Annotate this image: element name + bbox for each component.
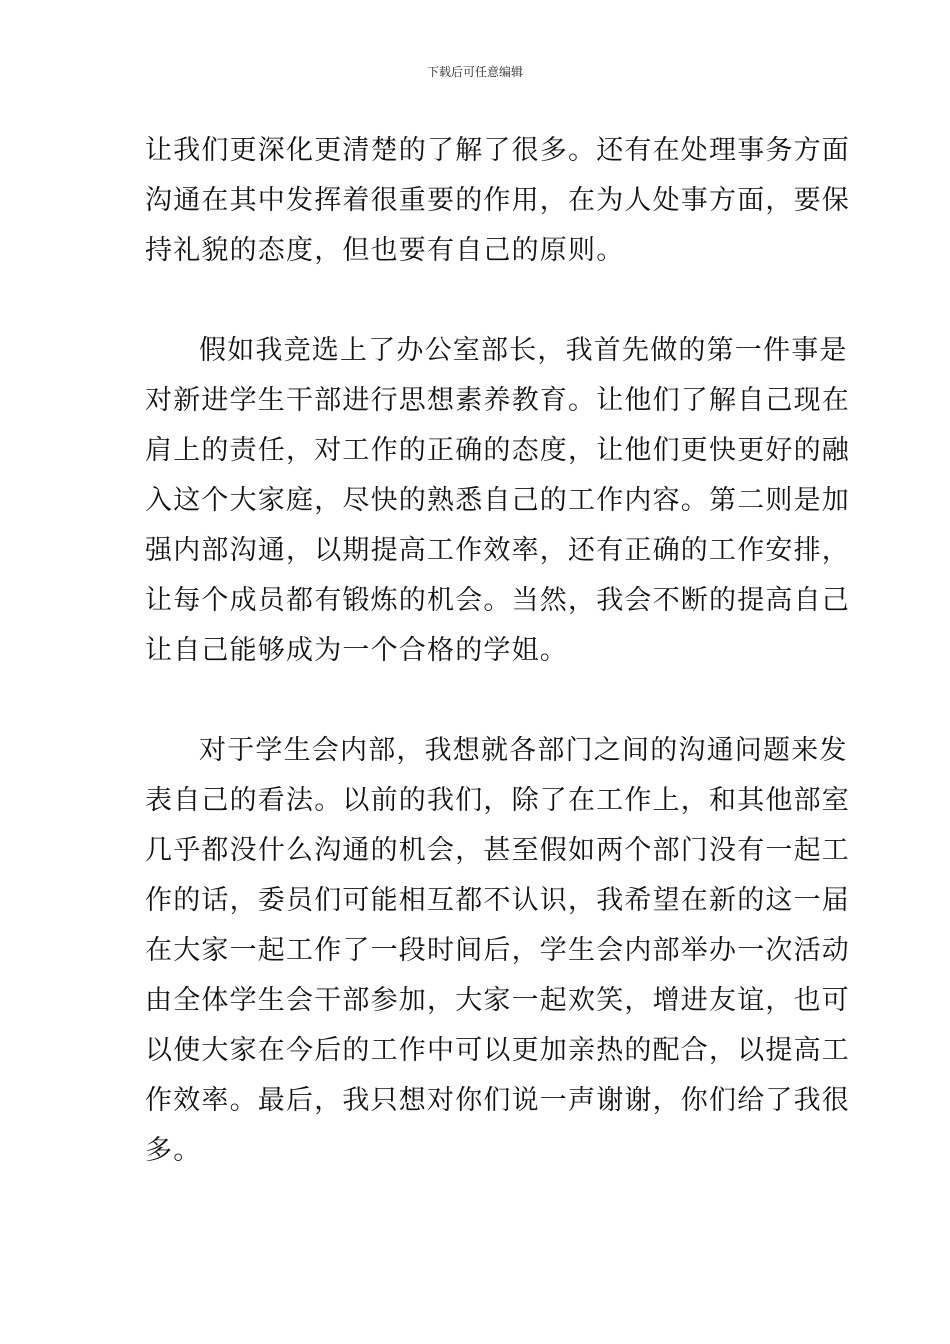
paragraph-line: 在大家一起工作了一段时间后，学生会内部举办一次活动 [145,935,850,966]
paragraph-line: 表自己的看法。以前的我们，除了在工作上，和其他部室 [145,785,850,816]
paragraph-line: 作的话，委员们可能相互都不认识，我希望在新的这一届 [145,885,850,916]
paragraph-line: 对于学生会内部，我想就各部门之间的沟通问题来发 [199,735,848,766]
paragraph [145,726,850,1176]
paragraph-line: 对新进学生干部进行思想素养教育。让他们了解自己现在 [145,385,850,416]
paragraph-line: 作效率。最后，我只想对你们说一声谢谢，你们给了我很 [145,1085,850,1116]
document-body [145,126,850,1176]
paragraph-line: 让自己能够成为一个合格的学姐。 [145,635,568,666]
paragraph-line: 几乎都没什么沟通的机会，甚至假如两个部门没有一起工 [145,835,850,866]
paragraph [145,126,850,276]
paragraph-line: 持礼貌的态度，但也要有自己的原则。 [145,235,625,266]
paragraph-line: 让我们更深化更清楚的了解了很多。还有在处理事务方面 [145,135,850,166]
paragraph-line: 多。 [145,1135,202,1166]
paragraph-spacer [145,276,809,326]
paragraph-line: 肩上的责任，对工作的正确的态度，让他们更快更好的融 [145,435,850,466]
paragraph-line: 强内部沟通，以期提高工作效率，还有正确的工作安排， [145,535,850,566]
page-header: 下载后可任意编辑 [426,65,523,79]
paragraph-line: 入这个大家庭，尽快的熟悉自己的工作内容。第二则是加 [145,485,850,516]
paragraph-spacer [145,676,809,726]
paragraph-line: 以使大家在今后的工作中可以更加亲热的配合，以提高工 [145,1035,850,1066]
paragraph-line: 让每个成员都有锻炼的机会。当然，我会不断的提高自己 [145,585,850,616]
paragraph-line: 沟通在其中发挥着很重要的作用，在为人处事方面，要保 [145,185,850,216]
paragraph [145,326,850,676]
paragraph-line: 由全体学生会干部参加，大家一起欢笑，增进友谊，也可 [145,985,850,1016]
paragraph-line: 假如我竞选上了办公室部长，我首先做的第一件事是 [199,335,848,366]
